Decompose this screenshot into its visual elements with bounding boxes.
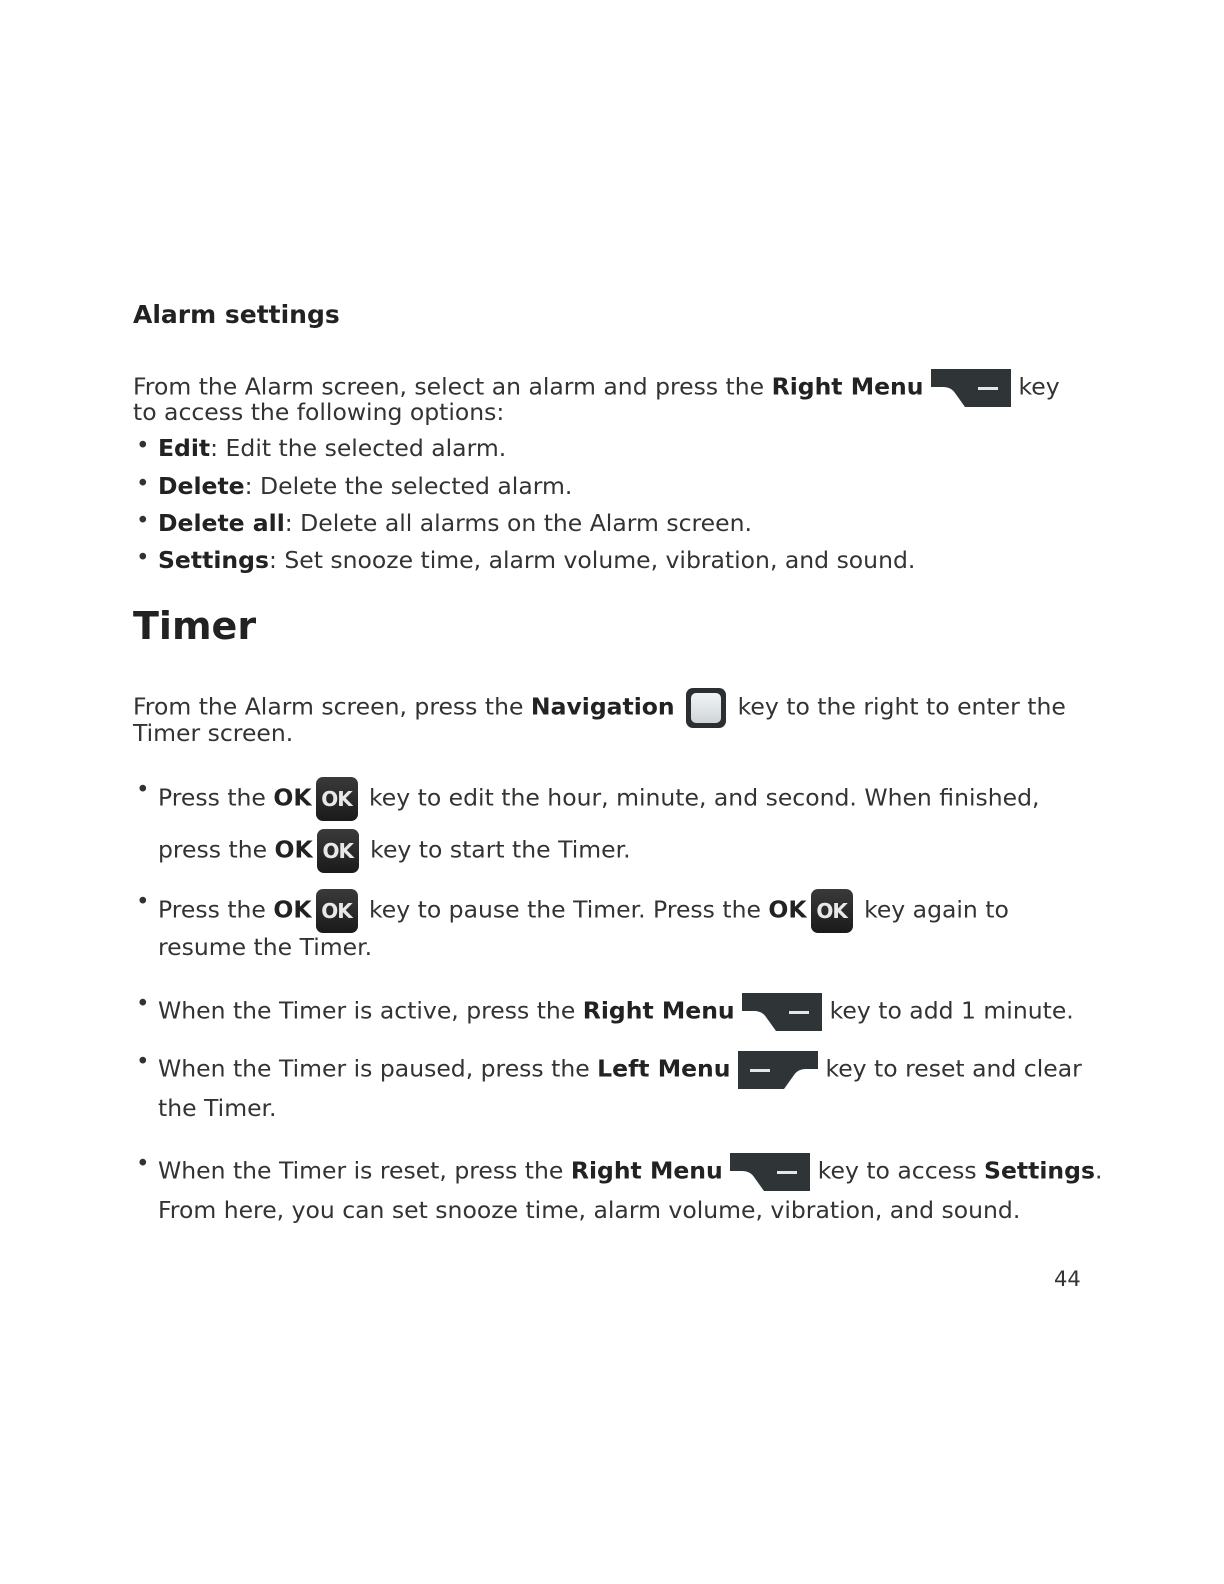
page-number: 44 [1054, 1267, 1081, 1291]
ok-key-icon: OK [317, 829, 359, 873]
timer-step-settings-line-2: From here, you can set snooze time, alarm volume, vibration, and sound. [158, 1196, 1021, 1224]
alarm-option-delete: Delete: Delete the selected alarm. [158, 472, 573, 500]
right-menu-key-icon [742, 991, 822, 1033]
alarm-intro-line-1: From the Alarm screen, select an alarm and press the Right Menu key [133, 367, 1060, 409]
ok-key-icon: OK [316, 777, 358, 821]
timer-intro-line-1: From the Alarm screen, press the Navigation key to the right to enter the [133, 688, 1066, 728]
bullet: • [136, 545, 150, 571]
bullet: • [136, 1151, 150, 1177]
ok-key-icon: OK [316, 889, 358, 933]
timer-step-settings-line-1: When the Timer is reset, press the Right Menu key to access Settings. [158, 1151, 1102, 1193]
bullet: • [136, 777, 150, 803]
bullet: • [136, 889, 150, 915]
timer-step-pause-line-1: Press the OK OK key to pause the Timer. Press the OK OK key again to [158, 889, 1009, 933]
ok-key-icon: OK [811, 889, 853, 933]
alarm-intro-line-2: to access the following options: [133, 398, 505, 426]
timer-step-reset-line-2: the Timer. [158, 1094, 277, 1122]
timer-step-reset-line-1: When the Timer is paused, press the Left Menu key to reset and clear [158, 1049, 1082, 1091]
bullet: • [136, 471, 150, 497]
right-menu-term: Right Menu [771, 372, 924, 401]
navigation-term: Navigation [530, 692, 675, 721]
bullet: • [136, 1049, 150, 1075]
timer-step-edit-line-2: press the OK OK key to start the Timer. [158, 829, 631, 873]
timer-step-add-minute: When the Timer is active, press the Right Menu key to add 1 minute. [158, 991, 1074, 1033]
timer-intro-line-2: Timer screen. [133, 719, 294, 747]
bullet: • [136, 991, 150, 1017]
section-heading-alarm-settings: Alarm settings [133, 300, 340, 329]
alarm-option-delete-all: Delete all: Delete all alarms on the Alarm screen. [158, 509, 752, 537]
bullet: • [136, 508, 150, 534]
alarm-option-edit: Edit: Edit the selected alarm. [158, 434, 507, 462]
right-menu-key-icon [931, 367, 1011, 409]
timer-step-edit-line-1: Press the OK OK key to edit the hour, minute, and second. When finished, [158, 777, 1040, 821]
bullet: • [136, 433, 150, 459]
timer-step-pause-line-2: resume the Timer. [158, 933, 373, 961]
navigation-key-icon [686, 688, 726, 728]
section-heading-timer: Timer [133, 604, 257, 648]
right-menu-key-icon [730, 1151, 810, 1193]
left-menu-key-icon [738, 1049, 818, 1091]
alarm-option-settings: Settings: Set snooze time, alarm volume, vibration, and sound. [158, 546, 916, 574]
